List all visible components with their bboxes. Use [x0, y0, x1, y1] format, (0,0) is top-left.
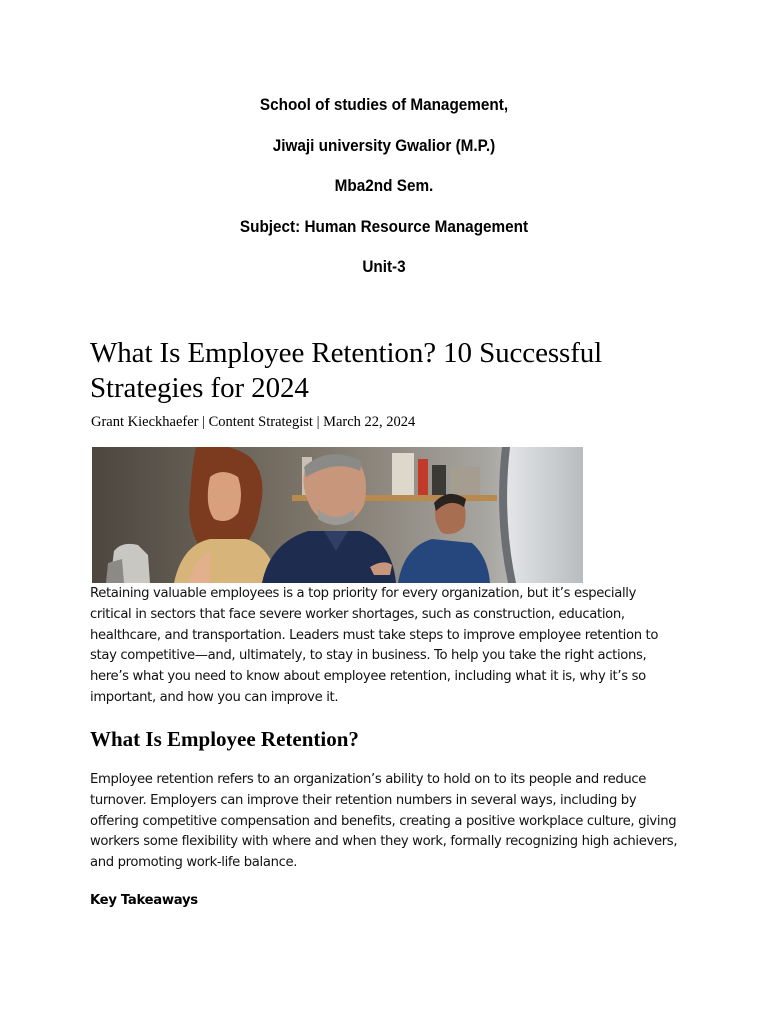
article-byline: Grant Kieckhaefer | Content Strategist | March 22, 2024 [91, 414, 416, 430]
university-name: Jiwaji university Gwalior (M.P.) [272, 135, 496, 155]
subject-line: Subject: Human Resource Management [239, 216, 529, 236]
section-heading: What Is Employee Retention? [90, 727, 359, 751]
intro-paragraph: Retaining valuable employees is a top priority for every organization, but it’s especially critical in sectors that face severe worker shortages, such as construction, education, healthcare, and transportation. Leaders must take steps to improve employee retention to stay competitive—and, ultimately, to stay in business. To help you take the right actions, here’s what you need to know about employee retention, including what it is, why it’s so important, and how you can improve it. [90, 586, 659, 705]
key-takeaways-heading: Key Takeaways [90, 893, 198, 908]
office-meeting-illustration [92, 447, 583, 583]
document-header [38, 92, 729, 295]
course-semester: Mba2nd Sem. [334, 176, 434, 195]
school-name: School of studies of Management, [259, 95, 509, 114]
article-title: What Is Employee Retention? 10 Successful Strategies for 2024 [90, 337, 603, 404]
unit-line: Unit-3 [362, 257, 406, 276]
definition-paragraph: Employee retention refers to an organization’s ability to hold on to its people and reduce turnover. Employers can improve their retention numbers in several ways, including by offering competitive compensation and benefits, creating a positive workplace culture, giving workers some flexibility with where and when they work, formally recognizing high achievers, and promoting work-life balance. [90, 772, 678, 871]
office-meeting-photo [92, 447, 583, 583]
